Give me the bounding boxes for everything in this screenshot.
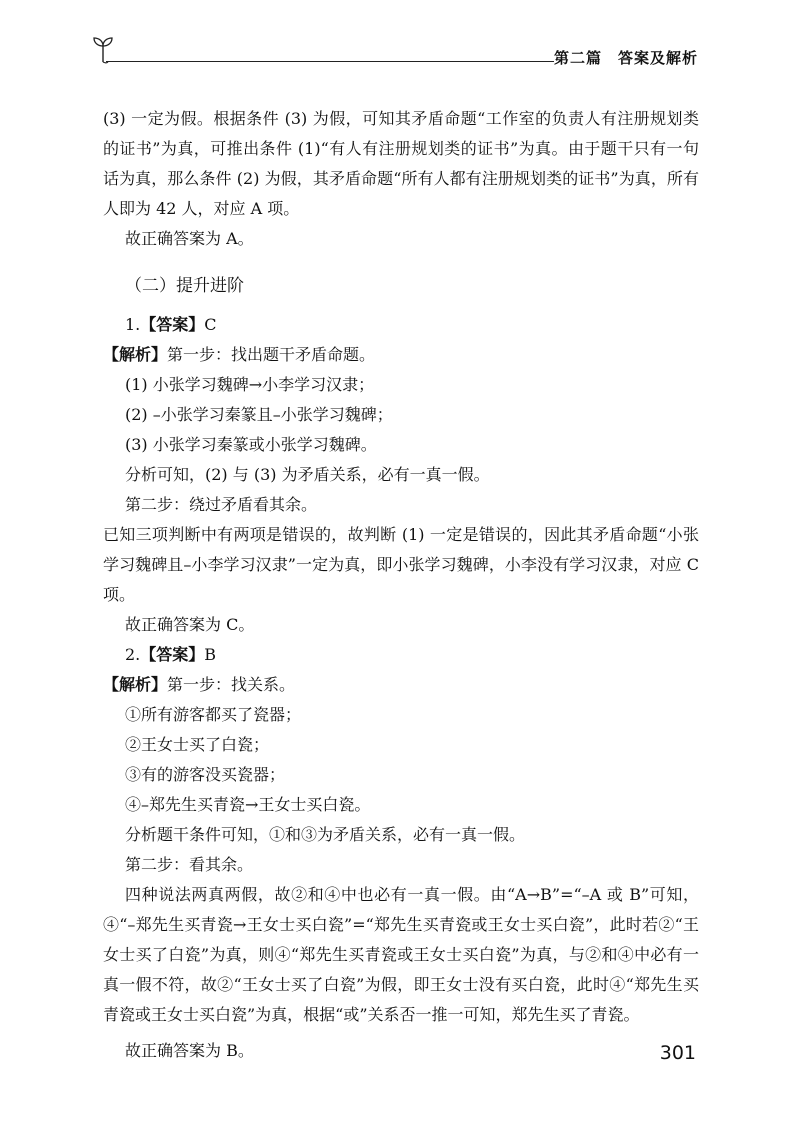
q2-statement-3: ③有的游客没买瓷器； (125, 765, 286, 784)
q1-number: 1. (125, 315, 141, 334)
q1-analysis-note: 分析可知，(2) 与 (3) 为矛盾关系，必有一真一假。 (125, 465, 490, 484)
q2-statement-1: ①所有游客都买了瓷器； (125, 705, 302, 724)
q1-step-two: 第二步：绕过矛盾看其余。 (125, 495, 318, 514)
q2-analysis-note: 分析题干条件可知，①和③为矛盾关系，必有一真一假。 (125, 825, 526, 844)
q2-statement-4: ④–郑先生买青瓷→王女士买白瓷。 (125, 795, 371, 814)
q1-conclusion: 故正确答案为 C。 (125, 615, 255, 634)
q2-answer-tag: 【答案】 (140, 645, 205, 664)
q2-answer: B (204, 645, 217, 664)
q1-analysis-tag: 【解析】 (103, 345, 168, 364)
q1-analysis-line (103, 340, 699, 370)
page-header (92, 34, 698, 68)
sprout-icon (92, 34, 114, 64)
q1-statement-2: (2) –小张学习秦篆且–小张学习魏碑； (125, 405, 393, 424)
q2-conclusion: 故正确答案为 B。 (125, 1041, 254, 1060)
q1-statement-3: (3) 小张学习秦篆或小张学习魏碑。 (125, 435, 377, 454)
q1-analysis-lead: 第一步：找出题干矛盾命题。 (167, 345, 376, 364)
section-heading: （二）提升进阶 (125, 276, 244, 296)
q1-statement-1: (1) 小张学习魏碑→小李学习汉隶； (125, 375, 375, 394)
q2-reasoning: 四种说法两真两假，故②和④中也必有一真一假。由“A→B”=“–A 或 B”可知，④“–郑先生买青瓷→王女士买白瓷”=“郑先生买青瓷或王女士买白瓷”，此时若②“王女士买了白瓷”为真，则④“郑先生买青瓷或王女士买白瓷”为真，与②和④中必有一真一假不符，故②“王女士买了白瓷”为假，即王女士没有买白瓷，此时④“郑先生买青瓷或王女士买白瓷”为真，根据“或”关系否一推一可知，郑先生买了青瓷。 (103, 885, 699, 1024)
header-rule (106, 61, 554, 62)
page-content (103, 104, 699, 1066)
q2-statement-2: ②王女士买了白瓷； (125, 735, 270, 754)
q2-answer-line (103, 640, 699, 670)
q1-reasoning: 已知三项判断中有两项是错误的，故判断 (1) 一定是错误的，因此其矛盾命题“小张学习魏碑且–小李学习汉隶”一定为真，即小张学习魏碑，小李没有学习汉隶，对应 C 项。 (103, 525, 699, 604)
q2-number: 2. (125, 645, 141, 664)
q1-answer-tag: 【答案】 (140, 315, 205, 334)
q2-analysis-tag: 【解析】 (103, 675, 168, 694)
intro-paragraph: (3) 一定为假。根据条件 (3) 为假，可知其矛盾命题“工作室的负责人有注册规划类的证书”为真，可推出条件 (1)“有人有注册规划类的证书”为真。由于题干只有一句话为真，那么条件 (2) 为假，其矛盾命题“所有人都有注册规划类的证书”为真，所有人即为 42 人，对应 A 项。 (103, 109, 699, 218)
q2-analysis-line (103, 670, 699, 700)
header-title: 第二篇 答案及解析 (553, 49, 698, 67)
page-number: 301 (659, 1042, 696, 1064)
q1-answer-line (103, 310, 699, 340)
q2-step-two: 第二步：看其余。 (125, 855, 254, 874)
intro-conclusion: 故正确答案为 A。 (125, 229, 254, 248)
q2-analysis-lead: 第一步：找关系。 (167, 675, 296, 694)
q1-answer: C (204, 315, 217, 334)
